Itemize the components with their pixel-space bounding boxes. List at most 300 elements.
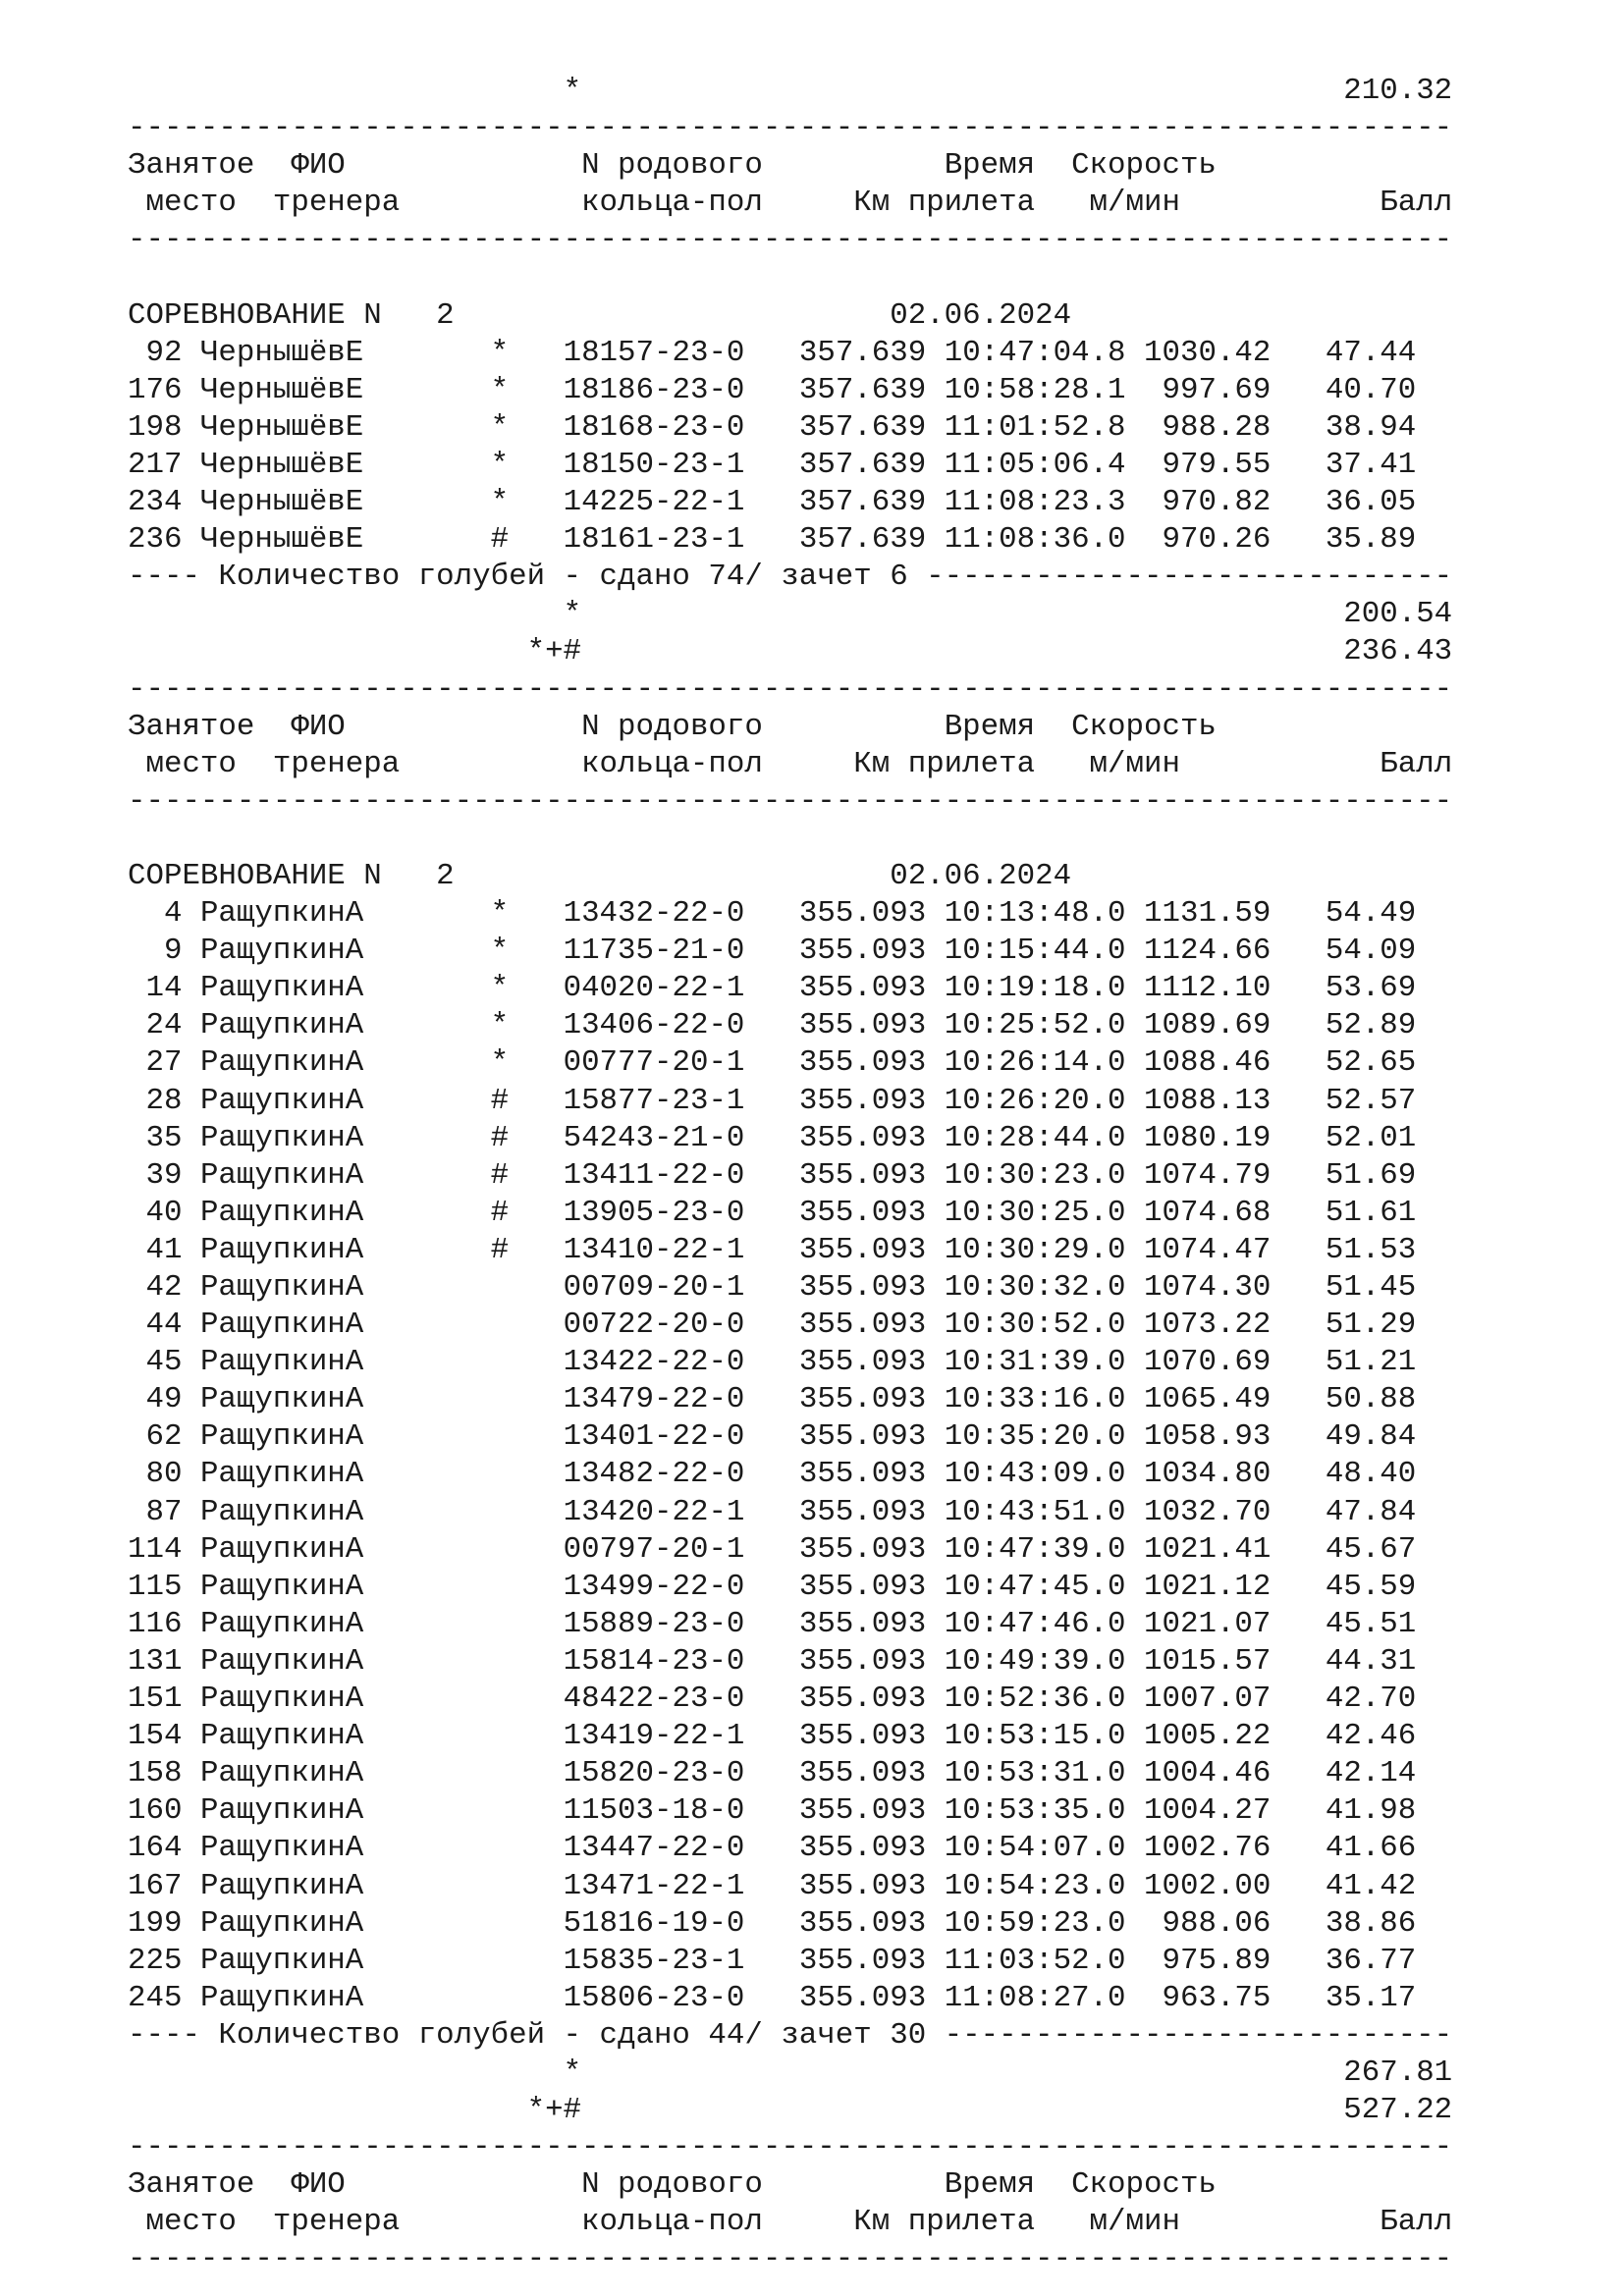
time-cell: 10:28:44.0 bbox=[944, 1120, 1126, 1155]
trainer-cell: РащупкинА bbox=[199, 1195, 364, 1230]
place-cell: 80 bbox=[128, 1457, 183, 1492]
ring-cell: 14225-22-1 bbox=[563, 485, 745, 520]
place-cell: 39 bbox=[128, 1157, 183, 1193]
col-header: Балл bbox=[1380, 186, 1453, 221]
km-cell: 355.093 bbox=[798, 1980, 927, 2015]
speed-cell: 979.55 bbox=[1144, 447, 1272, 482]
mark-cell: * bbox=[490, 372, 510, 407]
score-cell: 42.70 bbox=[1307, 1682, 1417, 1717]
time-cell: 11:03:52.0 bbox=[944, 1943, 1126, 1978]
score-cell: 40.70 bbox=[1307, 372, 1417, 407]
table-row bbox=[128, 484, 1452, 521]
mark-cell bbox=[491, 1944, 509, 1978]
ring-cell: 13422-22-0 bbox=[563, 1345, 745, 1380]
time-cell: 10:19:18.0 bbox=[944, 971, 1126, 1006]
place-cell: 151 bbox=[128, 1682, 183, 1717]
table-row bbox=[128, 335, 1452, 372]
table-row bbox=[128, 1195, 1452, 1232]
score-cell: 49.84 bbox=[1307, 1419, 1417, 1455]
mark-cell bbox=[491, 1682, 509, 1716]
total-line bbox=[128, 2055, 1452, 2092]
speed-cell: 1065.49 bbox=[1144, 1382, 1272, 1417]
col-header: тренера bbox=[272, 2205, 401, 2240]
col-header: Балл bbox=[1380, 2205, 1453, 2240]
count-text: Количество голубей - сдано 74/ зачет 6 bbox=[218, 560, 908, 595]
trainer-cell: ЧернышёвЕ bbox=[199, 335, 364, 370]
km-cell: 355.093 bbox=[798, 1345, 927, 1380]
ring-cell: 18157-23-0 bbox=[563, 335, 745, 370]
place-cell: 27 bbox=[128, 1045, 183, 1081]
speed-cell: 1088.13 bbox=[1144, 1083, 1272, 1118]
time-cell: 10:47:46.0 bbox=[944, 1606, 1126, 1641]
competition-line bbox=[128, 858, 1452, 895]
competition-date: 02.06.2024 bbox=[890, 297, 1072, 333]
ring-cell: 13479-22-0 bbox=[563, 1382, 745, 1417]
ring-cell: 13499-22-0 bbox=[563, 1569, 745, 1604]
table-row bbox=[128, 1120, 1452, 1157]
table-row bbox=[128, 1418, 1452, 1456]
time-cell: 11:08:27.0 bbox=[944, 1980, 1126, 2015]
km-cell: 357.639 bbox=[798, 372, 927, 407]
ring-cell: 51816-19-0 bbox=[563, 1905, 745, 1941]
speed-cell: 975.89 bbox=[1144, 1943, 1272, 1978]
place-cell: 62 bbox=[128, 1419, 183, 1455]
place-cell: 158 bbox=[128, 1756, 183, 1791]
score-cell: 36.77 bbox=[1307, 1943, 1417, 1978]
km-cell: 355.093 bbox=[798, 1569, 927, 1604]
time-cell: 10:15:44.0 bbox=[944, 934, 1126, 969]
table-row bbox=[128, 1718, 1452, 1755]
place-cell: 44 bbox=[128, 1308, 183, 1343]
speed-cell: 1080.19 bbox=[1144, 1120, 1272, 1155]
table-row bbox=[128, 1755, 1452, 1792]
place-cell: 115 bbox=[128, 1569, 183, 1604]
ring-cell: 13406-22-0 bbox=[563, 1008, 745, 1043]
time-cell: 10:47:04.8 bbox=[944, 335, 1126, 370]
col-header: Время bbox=[944, 148, 1036, 184]
place-cell: 4 bbox=[128, 896, 183, 932]
mark-cell: * bbox=[490, 335, 510, 370]
trainer-cell: ЧернышёвЕ bbox=[199, 485, 364, 520]
ring-cell: 00722-20-0 bbox=[563, 1308, 745, 1343]
speed-cell: 970.26 bbox=[1144, 522, 1272, 558]
speed-cell: 1002.76 bbox=[1144, 1831, 1272, 1866]
ring-cell: 00709-20-1 bbox=[563, 1270, 745, 1305]
trainer-cell: РащупкинА bbox=[199, 1308, 364, 1343]
place-cell: 176 bbox=[128, 372, 183, 407]
score-cell: 51.53 bbox=[1307, 1232, 1417, 1267]
col-header: Занятое bbox=[128, 148, 255, 184]
km-cell: 355.093 bbox=[798, 1083, 927, 1118]
trainer-cell: РащупкинА bbox=[199, 1008, 364, 1043]
mark-cell bbox=[491, 1719, 509, 1753]
ring-cell: 48422-23-0 bbox=[563, 1682, 745, 1717]
time-cell: 11:01:52.8 bbox=[944, 409, 1126, 445]
speed-cell: 1074.79 bbox=[1144, 1157, 1272, 1193]
trainer-cell: РащупкинА bbox=[199, 1045, 364, 1081]
place-cell: 35 bbox=[128, 1120, 183, 1155]
time-cell: 10:30:52.0 bbox=[944, 1308, 1126, 1343]
time-cell: 11:08:23.3 bbox=[944, 485, 1126, 520]
total-line bbox=[128, 2092, 1452, 2129]
trainer-cell: РащупкинА bbox=[199, 896, 364, 932]
trainer-cell: РащупкинА bbox=[199, 1719, 364, 1754]
score-cell: 52.65 bbox=[1307, 1045, 1417, 1081]
table-row bbox=[128, 933, 1452, 970]
table-row bbox=[128, 1307, 1452, 1344]
speed-cell: 1015.57 bbox=[1144, 1643, 1272, 1679]
col-header: ФИО bbox=[291, 2167, 346, 2203]
trainer-cell: РащупкинА bbox=[199, 934, 364, 969]
col-header: м/мин bbox=[1089, 746, 1180, 781]
table-row bbox=[128, 521, 1452, 559]
table-row bbox=[128, 1344, 1452, 1381]
col-header: N родового bbox=[581, 148, 763, 184]
table-row bbox=[128, 1943, 1452, 1980]
divider: ------------------------------------------------------------------------- bbox=[128, 111, 1453, 146]
time-cell: 10:35:20.0 bbox=[944, 1419, 1126, 1455]
ring-cell: 18168-23-0 bbox=[563, 409, 745, 445]
ring-cell: 00797-20-1 bbox=[563, 1531, 745, 1567]
competition-line bbox=[128, 297, 1452, 335]
total-marks: * bbox=[563, 74, 582, 108]
km-cell: 355.093 bbox=[798, 1157, 927, 1193]
table-row bbox=[128, 447, 1452, 484]
col-header: Км bbox=[853, 746, 891, 781]
total-line bbox=[128, 596, 1452, 633]
column-header-line-2 bbox=[128, 746, 1452, 783]
speed-cell: 1007.07 bbox=[1144, 1682, 1272, 1717]
place-cell: 116 bbox=[128, 1606, 183, 1641]
table-row bbox=[128, 1681, 1452, 1718]
score-cell: 44.31 bbox=[1307, 1643, 1417, 1679]
ring-cell: 13411-22-0 bbox=[563, 1157, 745, 1193]
divider: ------------------------------------------------------------------------- bbox=[128, 223, 1453, 258]
trainer-cell: РащупкинА bbox=[199, 1494, 364, 1529]
total-value: 236.43 bbox=[1343, 634, 1453, 669]
score-cell: 50.88 bbox=[1307, 1382, 1417, 1417]
place-cell: 40 bbox=[128, 1195, 183, 1230]
score-cell: 41.42 bbox=[1307, 1868, 1417, 1903]
table-row bbox=[128, 1531, 1452, 1569]
ring-cell: 11503-18-0 bbox=[563, 1793, 745, 1829]
mark-cell bbox=[491, 1607, 509, 1641]
place-cell: 164 bbox=[128, 1831, 183, 1866]
mark-cell bbox=[491, 1756, 509, 1790]
time-cell: 10:47:45.0 bbox=[944, 1569, 1126, 1604]
table-row bbox=[128, 970, 1452, 1007]
ring-cell: 13482-22-0 bbox=[563, 1457, 745, 1492]
mark-cell: # bbox=[490, 1120, 510, 1155]
total-line bbox=[128, 73, 1452, 110]
col-header: место bbox=[145, 186, 237, 221]
km-cell: 355.093 bbox=[798, 1831, 927, 1866]
trainer-cell: РащупкинА bbox=[199, 1682, 364, 1717]
km-cell: 355.093 bbox=[798, 1195, 927, 1230]
speed-cell: 1070.69 bbox=[1144, 1345, 1272, 1380]
trainer-cell: ЧернышёвЕ bbox=[199, 447, 364, 482]
km-cell: 355.093 bbox=[798, 1643, 927, 1679]
km-cell: 355.093 bbox=[798, 1943, 927, 1978]
score-cell: 38.86 bbox=[1307, 1905, 1417, 1941]
speed-cell: 1004.27 bbox=[1144, 1793, 1272, 1829]
col-header: Км bbox=[853, 186, 891, 221]
ring-cell: 13420-22-1 bbox=[563, 1494, 745, 1529]
place-cell: 225 bbox=[128, 1943, 183, 1978]
trainer-cell: РащупкинА bbox=[199, 1980, 364, 2015]
col-header: прилета bbox=[907, 2205, 1036, 2240]
time-cell: 10:25:52.0 bbox=[944, 1008, 1126, 1043]
table-row bbox=[128, 1007, 1452, 1044]
km-cell: 355.093 bbox=[798, 971, 927, 1006]
table-row bbox=[128, 372, 1452, 409]
trainer-cell: РащупкинА bbox=[199, 1793, 364, 1829]
col-header: прилета bbox=[907, 746, 1036, 781]
time-cell: 10:53:35.0 bbox=[944, 1793, 1126, 1829]
mark-cell: * bbox=[490, 485, 510, 520]
col-header: место bbox=[145, 2205, 237, 2240]
km-cell: 355.093 bbox=[798, 1308, 927, 1343]
trainer-cell: РащупкинА bbox=[199, 1643, 364, 1679]
time-cell: 10:58:28.1 bbox=[944, 372, 1126, 407]
table-row bbox=[128, 1157, 1452, 1195]
time-cell: 10:31:39.0 bbox=[944, 1345, 1126, 1380]
mark-cell bbox=[491, 1345, 509, 1379]
place-cell: 167 bbox=[128, 1868, 183, 1903]
competition-title: СОРЕВНОВАНИЕ N 2 bbox=[128, 858, 455, 893]
score-cell: 42.14 bbox=[1307, 1756, 1417, 1791]
ring-cell: 13432-22-0 bbox=[563, 896, 745, 932]
km-cell: 355.093 bbox=[798, 1606, 927, 1641]
mark-cell: * bbox=[490, 934, 510, 969]
total-marks: *+# bbox=[526, 2093, 582, 2128]
ring-cell: 00777-20-1 bbox=[563, 1045, 745, 1081]
trainer-cell: РащупкинА bbox=[199, 1756, 364, 1791]
place-cell: 236 bbox=[128, 522, 183, 558]
speed-cell: 1021.12 bbox=[1144, 1569, 1272, 1604]
trainer-cell: РащупкинА bbox=[199, 1419, 364, 1455]
place-cell: 87 bbox=[128, 1494, 183, 1529]
ring-cell: 15820-23-0 bbox=[563, 1756, 745, 1791]
trainer-cell: ЧернышёвЕ bbox=[199, 409, 364, 445]
col-header: прилета bbox=[907, 186, 1036, 221]
mark-cell bbox=[491, 1532, 509, 1567]
score-cell: 41.66 bbox=[1307, 1831, 1417, 1866]
km-cell: 357.639 bbox=[798, 409, 927, 445]
speed-cell: 1030.42 bbox=[1144, 335, 1272, 370]
score-cell: 36.05 bbox=[1307, 485, 1417, 520]
total-value: 527.22 bbox=[1343, 2093, 1453, 2128]
trainer-cell: РащупкинА bbox=[199, 1831, 364, 1866]
time-cell: 11:05:06.4 bbox=[944, 447, 1126, 482]
col-header: Скорость bbox=[1071, 2167, 1217, 2203]
col-header: тренера bbox=[272, 186, 401, 221]
trainer-cell: РащупкинА bbox=[199, 1457, 364, 1492]
spacer bbox=[128, 821, 1452, 858]
col-header: Занятое bbox=[128, 709, 255, 744]
time-cell: 10:54:07.0 bbox=[944, 1831, 1126, 1866]
total-value: 200.54 bbox=[1343, 597, 1453, 632]
col-header: тренера bbox=[272, 746, 401, 781]
mark-cell: # bbox=[490, 522, 510, 558]
score-cell: 51.21 bbox=[1307, 1345, 1417, 1380]
trainer-cell: РащупкинА bbox=[199, 971, 364, 1006]
col-header: м/мин bbox=[1089, 2205, 1180, 2240]
place-cell: 9 bbox=[128, 934, 183, 969]
score-cell: 52.01 bbox=[1307, 1120, 1417, 1155]
count-line: ---- Количество голубей - сдано 44/ зачет 30 ---------------------------- bbox=[128, 2017, 1453, 2053]
speed-cell: 988.06 bbox=[1144, 1905, 1272, 1941]
km-cell: 355.093 bbox=[798, 1045, 927, 1081]
trainer-cell: ЧернышёвЕ bbox=[199, 372, 364, 407]
score-cell: 52.89 bbox=[1307, 1008, 1417, 1043]
table-row bbox=[128, 1569, 1452, 1606]
col-header: ФИО bbox=[291, 709, 346, 744]
place-cell: 131 bbox=[128, 1643, 183, 1679]
place-cell: 114 bbox=[128, 1531, 183, 1567]
score-cell: 54.09 bbox=[1307, 934, 1417, 969]
speed-cell: 1088.46 bbox=[1144, 1045, 1272, 1081]
divider: ------------------------------------------------------------------------- bbox=[128, 783, 1453, 819]
score-cell: 47.84 bbox=[1307, 1494, 1417, 1529]
speed-cell: 1074.47 bbox=[1144, 1232, 1272, 1267]
competition-title: СОРЕВНОВАНИЕ N 2 bbox=[128, 297, 455, 333]
speed-cell: 1032.70 bbox=[1144, 1494, 1272, 1529]
mark-cell: # bbox=[490, 1083, 510, 1118]
mark-cell bbox=[491, 1644, 509, 1679]
table-row bbox=[128, 1232, 1452, 1269]
km-cell: 355.093 bbox=[798, 1682, 927, 1717]
mark-cell: # bbox=[490, 1232, 510, 1267]
trainer-cell: РащупкинА bbox=[199, 1232, 364, 1267]
km-cell: 355.093 bbox=[798, 1905, 927, 1941]
mark-cell: * bbox=[490, 896, 510, 932]
ring-cell: 13447-22-0 bbox=[563, 1831, 745, 1866]
place-cell: 199 bbox=[128, 1905, 183, 1941]
ring-cell: 04020-22-1 bbox=[563, 971, 745, 1006]
speed-cell: 1002.00 bbox=[1144, 1868, 1272, 1903]
ring-cell: 13419-22-1 bbox=[563, 1719, 745, 1754]
place-cell: 42 bbox=[128, 1270, 183, 1305]
column-header-line-2 bbox=[128, 185, 1452, 222]
count-line: ---- Количество голубей - сдано 74/ зачет 6 ----------------------------- bbox=[128, 560, 1453, 595]
score-cell: 51.45 bbox=[1307, 1270, 1417, 1305]
table-row bbox=[128, 1905, 1452, 1943]
table-row bbox=[128, 1606, 1452, 1643]
time-cell: 10:30:23.0 bbox=[944, 1157, 1126, 1193]
speed-cell: 1034.80 bbox=[1144, 1457, 1272, 1492]
place-cell: 14 bbox=[128, 971, 183, 1006]
score-cell: 35.17 bbox=[1307, 1980, 1417, 2015]
speed-cell: 1004.46 bbox=[1144, 1756, 1272, 1791]
mark-cell bbox=[491, 1831, 509, 1865]
mark-cell: * bbox=[490, 447, 510, 482]
ring-cell: 15806-23-0 bbox=[563, 1980, 745, 2015]
table-row bbox=[128, 1083, 1452, 1120]
km-cell: 355.093 bbox=[798, 1719, 927, 1754]
ring-cell: 13471-22-1 bbox=[563, 1868, 745, 1903]
trainer-cell: ЧернышёвЕ bbox=[199, 522, 364, 558]
mark-cell bbox=[491, 1906, 509, 1941]
place-cell: 49 bbox=[128, 1382, 183, 1417]
ring-cell: 18186-23-0 bbox=[563, 372, 745, 407]
km-cell: 357.639 bbox=[798, 335, 927, 370]
spacer bbox=[128, 259, 1452, 296]
ring-cell: 15814-23-0 bbox=[563, 1643, 745, 1679]
speed-cell: 970.82 bbox=[1144, 485, 1272, 520]
time-cell: 10:33:16.0 bbox=[944, 1382, 1126, 1417]
km-cell: 355.093 bbox=[798, 896, 927, 932]
score-cell: 51.61 bbox=[1307, 1195, 1417, 1230]
score-cell: 47.44 bbox=[1307, 335, 1417, 370]
col-header: кольца-пол bbox=[581, 2205, 763, 2240]
trainer-cell: РащупкинА bbox=[199, 1943, 364, 1978]
score-cell: 45.51 bbox=[1307, 1606, 1417, 1641]
score-cell: 48.40 bbox=[1307, 1457, 1417, 1492]
trainer-cell: РащупкинА bbox=[199, 1569, 364, 1604]
table-row bbox=[128, 1269, 1452, 1307]
km-cell: 355.093 bbox=[798, 1270, 927, 1305]
km-cell: 355.093 bbox=[798, 1008, 927, 1043]
speed-cell: 1021.07 bbox=[1144, 1606, 1272, 1641]
time-cell: 10:59:23.0 bbox=[944, 1905, 1126, 1941]
column-header-line-1 bbox=[128, 147, 1452, 185]
place-cell: 41 bbox=[128, 1232, 183, 1267]
col-header: N родового bbox=[581, 2167, 763, 2203]
table-row bbox=[128, 409, 1452, 447]
time-cell: 10:30:32.0 bbox=[944, 1270, 1126, 1305]
trainer-cell: РащупкинА bbox=[199, 1868, 364, 1903]
time-cell: 10:53:15.0 bbox=[944, 1719, 1126, 1754]
trainer-cell: РащупкинА bbox=[199, 1382, 364, 1417]
time-cell: 10:30:29.0 bbox=[944, 1232, 1126, 1267]
score-cell: 37.41 bbox=[1307, 447, 1417, 482]
speed-cell: 963.75 bbox=[1144, 1980, 1272, 2015]
mark-cell bbox=[491, 1793, 509, 1828]
speed-cell: 1021.41 bbox=[1144, 1531, 1272, 1567]
col-header: кольца-пол bbox=[581, 186, 763, 221]
place-cell: 28 bbox=[128, 1083, 183, 1118]
speed-cell: 988.28 bbox=[1144, 409, 1272, 445]
speed-cell: 1073.22 bbox=[1144, 1308, 1272, 1343]
mark-cell: * bbox=[490, 971, 510, 1006]
speed-cell: 1131.59 bbox=[1144, 896, 1272, 932]
col-header: Время bbox=[944, 2167, 1036, 2203]
speed-cell: 1074.68 bbox=[1144, 1195, 1272, 1230]
trainer-cell: РащупкинА bbox=[199, 1345, 364, 1380]
total-marks: *+# bbox=[526, 634, 582, 669]
time-cell: 10:26:20.0 bbox=[944, 1083, 1126, 1118]
time-cell: 10:43:51.0 bbox=[944, 1494, 1126, 1529]
competition-date: 02.06.2024 bbox=[890, 858, 1072, 893]
ring-cell: 13401-22-0 bbox=[563, 1419, 745, 1455]
total-line bbox=[128, 633, 1452, 670]
place-cell: 92 bbox=[128, 335, 183, 370]
place-cell: 160 bbox=[128, 1793, 183, 1829]
score-cell: 54.49 bbox=[1307, 896, 1417, 932]
ring-cell: 11735-21-0 bbox=[563, 934, 745, 969]
col-header: Км bbox=[853, 2205, 891, 2240]
time-cell: 10:30:25.0 bbox=[944, 1195, 1126, 1230]
mark-cell bbox=[491, 1495, 509, 1529]
trainer-cell: РащупкинА bbox=[199, 1083, 364, 1118]
trainer-cell: РащупкинА bbox=[199, 1120, 364, 1155]
speed-cell: 1112.10 bbox=[1144, 971, 1272, 1006]
mark-cell bbox=[491, 1869, 509, 1903]
km-cell: 355.093 bbox=[798, 1419, 927, 1455]
km-cell: 355.093 bbox=[798, 1868, 927, 1903]
table-row bbox=[128, 1830, 1452, 1867]
